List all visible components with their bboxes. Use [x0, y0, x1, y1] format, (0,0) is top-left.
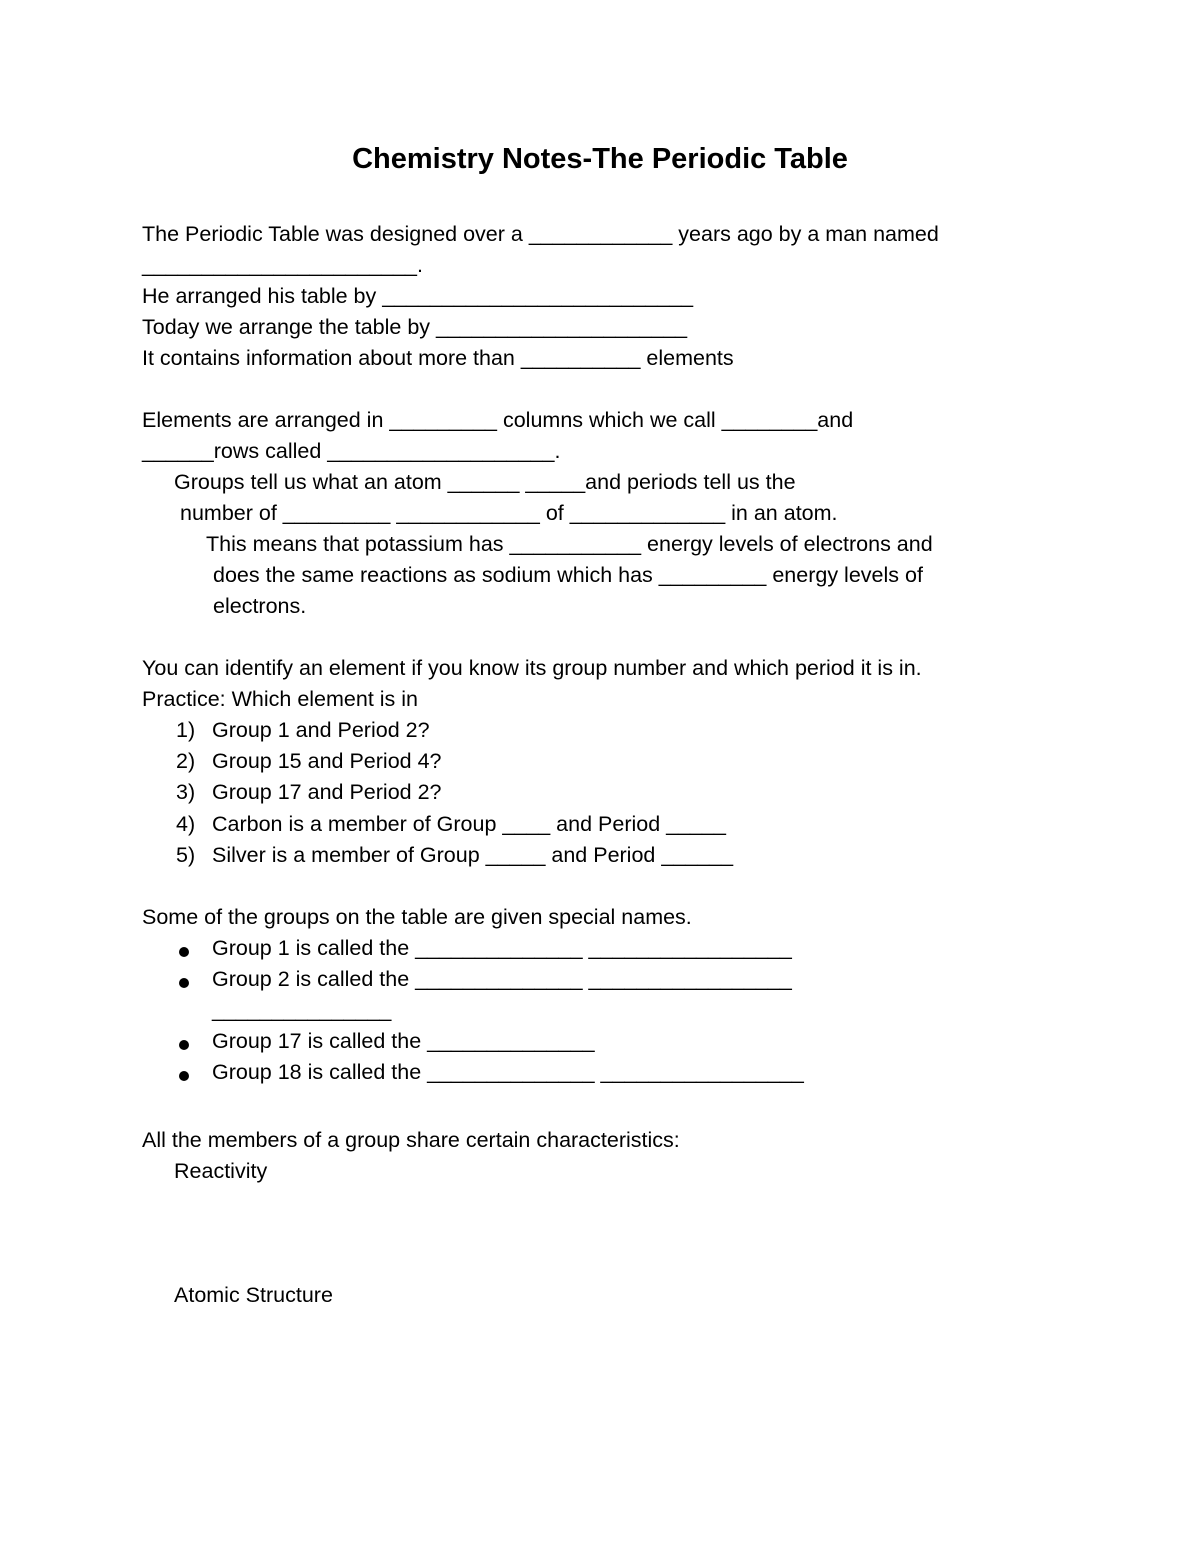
practice-item-text: Group 17 and Period 2?	[212, 780, 442, 804]
special-name-item: Group 1 is called the ______________ _________________	[212, 936, 792, 960]
practice-item-number: 4)	[176, 812, 196, 836]
practice-item-number: 1)	[176, 718, 196, 742]
special-name-item: Group 18 is called the ______________ _________________	[212, 1060, 804, 1084]
arrangement-line-7: electrons.	[213, 594, 307, 618]
practice-item	[176, 810, 726, 838]
identify-intro: You can identify an element if you know its group number and which period it is in.	[142, 656, 922, 680]
arrangement-line-5: This means that potassium has ___________ energy levels of electrons and	[206, 532, 933, 556]
practice-item-number: 5)	[176, 843, 196, 867]
characteristic-atomic-structure: Atomic Structure	[174, 1283, 333, 1307]
intro-line-3: He arranged his table by __________________________	[142, 284, 694, 308]
practice-item-number: 3)	[176, 780, 196, 804]
page-title: Chemistry Notes-The Periodic Table	[352, 143, 848, 175]
characteristics-intro: All the members of a group share certain characteristics:	[142, 1128, 680, 1152]
special-name-item: Group 17 is called the ______________	[212, 1029, 595, 1053]
bullet-icon	[179, 978, 189, 988]
practice-label: Practice: Which element is in	[142, 687, 419, 711]
intro-line-2: _______________________.	[142, 253, 423, 277]
special-names-intro: Some of the groups on the table are given special names.	[142, 905, 692, 929]
arrangement-line-6: does the same reactions as sodium which has _________ energy levels of	[213, 563, 923, 587]
practice-item-text: Group 15 and Period 4?	[212, 749, 442, 773]
intro-line-4: Today we arrange the table by _____________________	[142, 315, 688, 339]
practice-item-text: Carbon is a member of Group ____ and Period _____	[212, 812, 726, 836]
practice-item	[176, 747, 442, 775]
practice-item-text: Group 1 and Period 2?	[212, 718, 430, 742]
special-name-item: Group 2 is called the ______________ _________________	[212, 967, 792, 991]
bullet-icon	[179, 1040, 189, 1050]
practice-item-text: Silver is a member of Group _____ and Period ______	[212, 843, 734, 867]
arrangement-line-3: Groups tell us what an atom ______ _____and periods tell us the	[174, 470, 796, 494]
bullet-icon	[179, 947, 189, 957]
intro-line-1: The Periodic Table was designed over a ____________ years ago by a man named	[142, 222, 939, 246]
arrangement-line-4: number of _________ ____________ of _____________ in an atom.	[180, 501, 838, 525]
practice-item	[176, 841, 733, 869]
practice-item-number: 2)	[176, 749, 196, 773]
arrangement-line-2: ______rows called ___________________.	[142, 439, 561, 463]
special-name-item-continuation: _______________	[212, 998, 392, 1022]
intro-line-5: It contains information about more than __________ elements	[142, 346, 734, 370]
practice-item	[176, 778, 442, 806]
characteristic-reactivity: Reactivity	[174, 1159, 268, 1183]
bullet-icon	[179, 1071, 189, 1081]
practice-item	[176, 716, 430, 744]
arrangement-line-1: Elements are arranged in _________ columns which we call ________and	[142, 408, 854, 432]
